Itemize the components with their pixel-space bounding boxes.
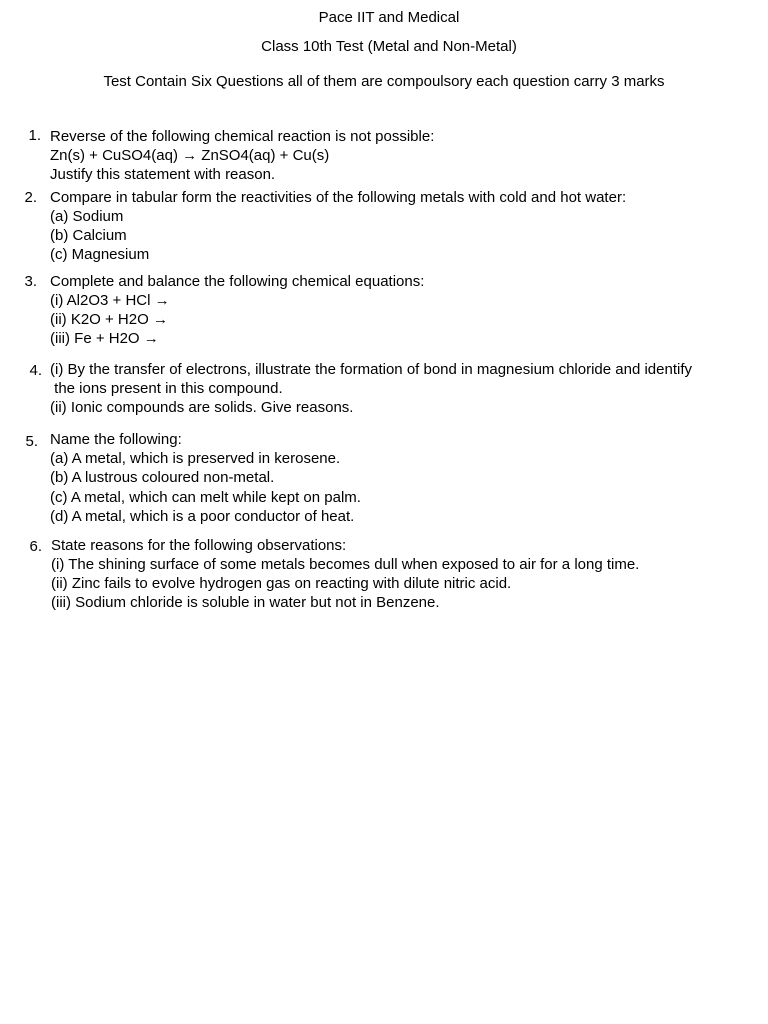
question-text: Complete and balance the following chemical equations: [50,273,425,290]
question-text: (ii) K2O + H2O → [50,311,168,328]
question-number: 3. [24,273,37,290]
question-text: (a) A metal, which is preserved in kerosene. [50,450,341,467]
question-text: (i) The shining surface of some metals becomes dull when exposed to air for a long time. [51,556,640,573]
question-text: (i) By the transfer of electrons, illustrate the formation of bond in magnesium chloride and identify [50,361,692,378]
test-instructions: Test Contain Six Questions all of them are compoulsory each question carry 3 marks [103,73,665,90]
question-text: Justify this statement with reason. [50,166,276,183]
test-title: Class 10th Test (Metal and Non-Metal) [261,38,517,55]
question-number: 4. [29,362,42,379]
question-text: (iii) Sodium chloride is soluble in water but not in Benzene. [51,594,440,611]
question-text: (ii) Ionic compounds are solids. Give reasons. [50,399,354,416]
question-text: (iii) Fe + H2O → [50,330,159,347]
question-text: (a) Sodium [50,208,124,225]
question-text: Compare in tabular form the reactivities of the following metals with cold and hot water: [50,189,627,206]
question-text: (c) A metal, which can melt while kept on palm. [50,489,361,506]
institute-name: Pace IIT and Medical [318,9,460,26]
question-text: (d) A metal, which is a poor conductor of heat. [50,508,355,525]
question-text: Reverse of the following chemical reaction is not possible: [50,128,435,145]
question-number: 1. [28,127,41,144]
question-text: the ions present in this compound. [50,380,283,397]
question-text: Name the following: [50,431,182,448]
question-text: State reasons for the following observations: [51,537,347,554]
question-text: Zn(s) + CuSO4(aq) → ZnSO4(aq) + Cu(s) [50,147,330,164]
question-text: (ii) Zinc fails to evolve hydrogen gas on reacting with dilute nitric acid. [51,575,512,592]
question-text: (b) A lustrous coloured non-metal. [50,469,275,486]
question-text: (i) Al2O3 + HCl → [50,292,170,309]
question-number: 5. [25,433,38,450]
question-text: (b) Calcium [50,227,127,244]
question-text: (c) Magnesium [50,246,150,263]
question-number: 6. [29,538,42,555]
question-number: 2. [24,189,37,206]
